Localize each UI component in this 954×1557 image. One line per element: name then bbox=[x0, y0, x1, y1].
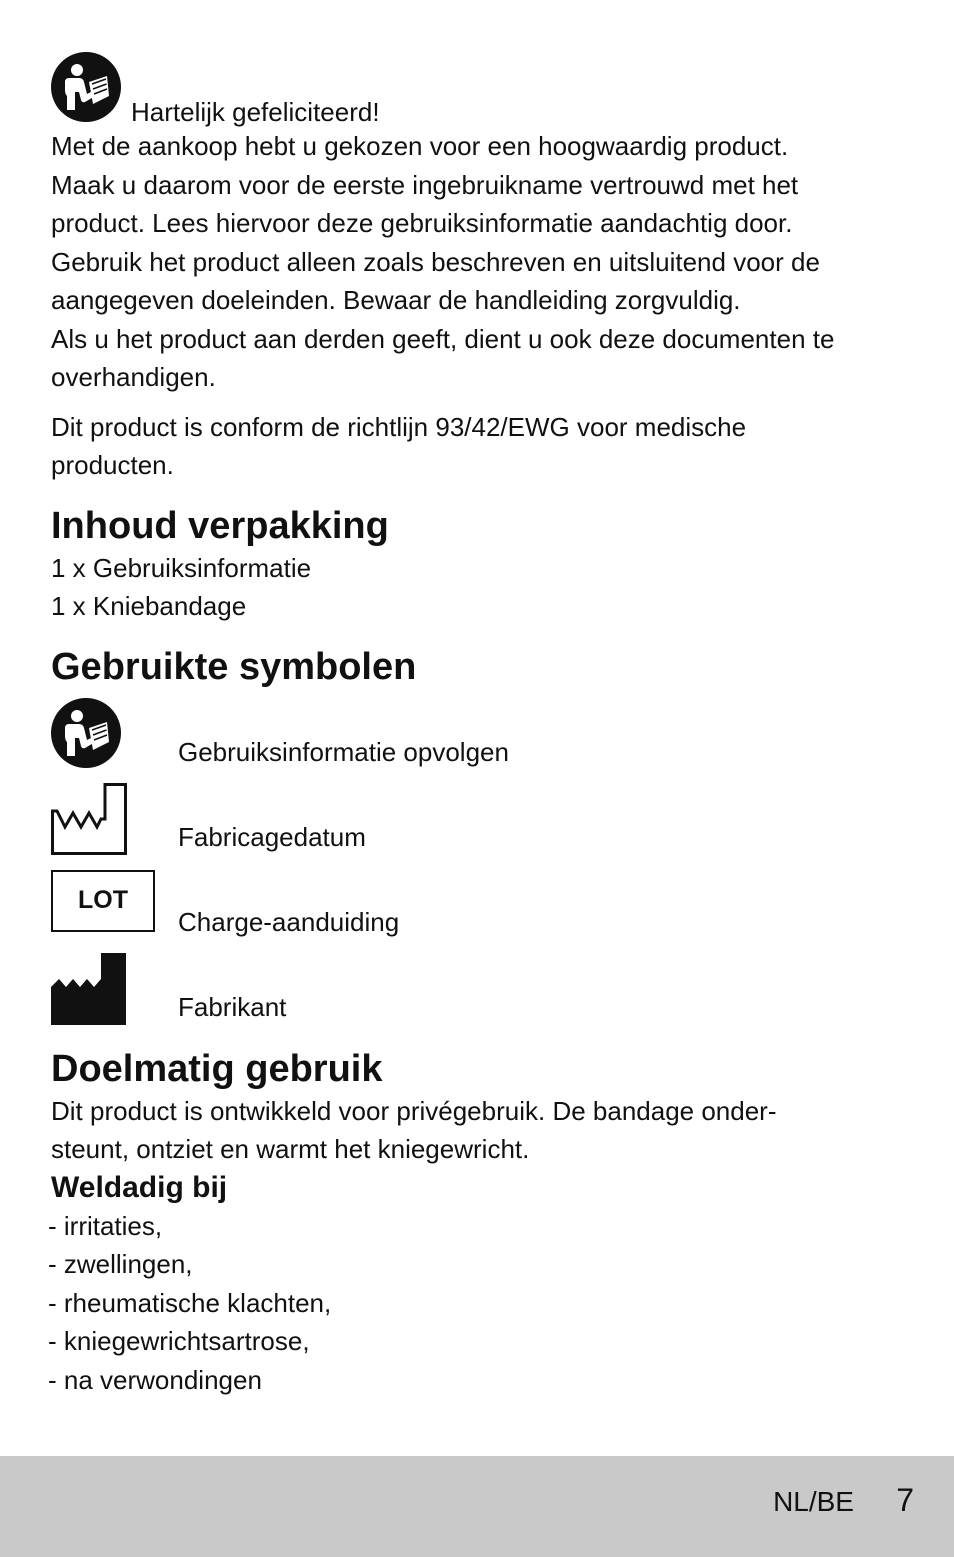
read-manual-icon bbox=[51, 698, 121, 773]
intended-use-heading: Doelmatig gebruik bbox=[51, 1047, 383, 1090]
intro-line: aangegeven doeleinden. Bewaar de handleiding zorgvuldig. bbox=[51, 285, 741, 315]
language-label: NL/BE bbox=[773, 1486, 854, 1517]
intro-line: Gebruik het product alleen zoals beschreven en uitsluitend voor de bbox=[51, 246, 820, 277]
symbol-label: Gebruiksinformatie opvolgen bbox=[178, 736, 509, 767]
lot-icon-text: LOT bbox=[78, 885, 128, 914]
page-content bbox=[48, 52, 911, 1399]
lot-icon bbox=[51, 870, 155, 932]
symbol-row bbox=[51, 783, 911, 868]
symbols-heading: Gebruikte symbolen bbox=[51, 645, 417, 688]
list-item: - zwellingen, bbox=[48, 1249, 193, 1279]
list-item: - kniegewrichtsartrose, bbox=[48, 1326, 310, 1356]
symbol-row bbox=[51, 698, 911, 783]
conformity-line: Dit product is conform de richtlijn 93/42/EWG voor medische bbox=[51, 411, 747, 442]
list-item: - na verwondingen bbox=[48, 1364, 262, 1395]
intro-header bbox=[51, 52, 911, 127]
intro-line: Met de aankoop hebt u gekozen voor een hoogwaardig product. bbox=[51, 131, 789, 161]
contents-item: 1 x Gebruiksinformatie bbox=[51, 552, 312, 583]
read-manual-icon bbox=[51, 52, 121, 127]
contents-item: 1 x Kniebandage bbox=[51, 591, 247, 621]
intended-use-line: Dit product is ontwikkeld voor privégebruik. De bandage onder- bbox=[51, 1095, 777, 1126]
contents-heading: Inhoud verpakking bbox=[51, 504, 389, 547]
intro-line: overhandigen. bbox=[51, 362, 216, 392]
conformity-line: producten. bbox=[51, 450, 174, 480]
footer-bar bbox=[0, 1456, 954, 1557]
manufacture-date-icon bbox=[51, 783, 127, 860]
list-item: - rheumatische klachten, bbox=[48, 1287, 332, 1318]
symbol-label: Charge-aanduiding bbox=[178, 906, 400, 937]
symbol-label: Fabrikant bbox=[178, 991, 287, 1022]
symbol-label: Fabricagedatum bbox=[178, 821, 366, 852]
beneficial-heading: Weldadig bij bbox=[51, 1170, 228, 1204]
list-item: - irritaties, bbox=[48, 1210, 163, 1241]
symbol-row bbox=[51, 953, 911, 1038]
intro-line: Als u het product aan derden geeft, dient u ook deze documenten te bbox=[51, 323, 835, 354]
intended-use-line: steunt, ontziet en warmt het kniegewricht. bbox=[51, 1134, 530, 1164]
greeting: Hartelijk gefeliciteerd! bbox=[131, 97, 380, 127]
intro-line: Maak u daarom voor de eerste ingebruikname vertrouwd met het bbox=[51, 169, 799, 200]
page-number: 7 bbox=[896, 1482, 914, 1518]
manufacturer-icon bbox=[51, 953, 127, 1030]
intro-line: product. Lees hiervoor deze gebruiksinformatie aandachtig door. bbox=[51, 208, 793, 238]
symbol-row bbox=[51, 868, 911, 953]
